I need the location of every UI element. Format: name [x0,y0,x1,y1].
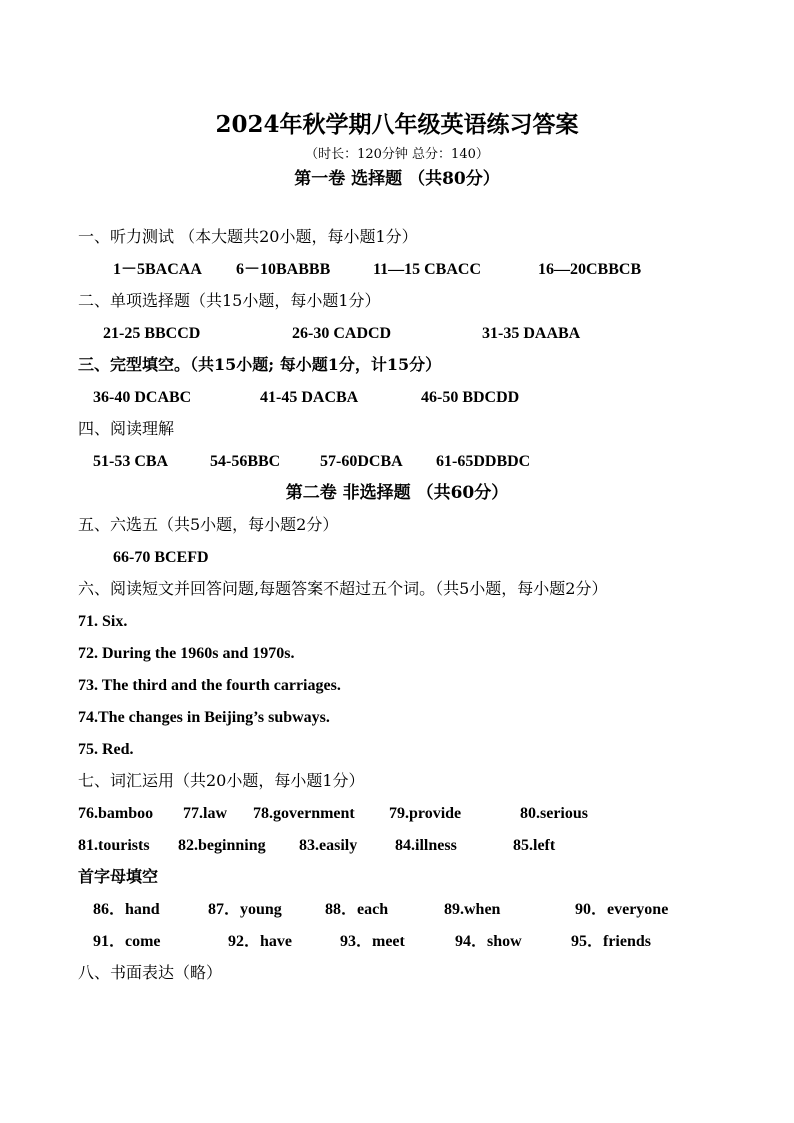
answer-90: 90．everyone [575,901,669,918]
answer-83: 83.easily [299,837,358,854]
answer-46-50: 46-50 BDCDD [421,389,520,406]
answer-95: 95．friends [571,933,652,950]
answer-77: 77.law [183,805,227,822]
answer-94: 94．show [455,933,522,950]
answer-31-35: 31-35 DAABA [482,325,581,342]
answer-75: 75. Red. [78,741,134,758]
answer-92: 92．have [228,933,293,950]
answer-76: 76.bamboo [78,805,154,822]
answer-71: 71. Six. [78,613,128,630]
section-2-heading: 二、单项选择题（共15小题，每小题1分） [78,291,381,310]
document-subtitle: （时长：120分钟 总分：140） [305,147,489,162]
answer-16-20: 16—20CBBCB [538,261,642,278]
section-5-heading: 五、六选五（共5小题，每小题2分） [78,515,339,534]
answer-61-65: 61-65DDBDC [436,453,531,470]
answer-26-30: 26-30 CADCD [292,325,392,342]
answer-85: 85.left [513,837,556,854]
section-8-heading: 八、书面表达（略） [78,963,223,982]
answer-51-53: 51-53 CBA [93,453,169,470]
answer-57-60: 57-60DCBA [320,453,403,470]
answer-11-15: 11—15 CBACC [373,261,482,278]
answer-66-70: 66-70 BCEFD [113,549,209,566]
section-4-heading: 四、阅读理解 [78,419,175,438]
answer-78: 78.government [253,805,355,822]
answer-72: 72. During the 1960s and 1970s. [78,645,295,662]
section-3-heading: 三、完型填空。（共15小题; 每小题1分，计15分） [78,355,442,374]
answer-6-10: 6－10BABBB [236,261,331,278]
answer-1-5: 1－5BACAA [113,261,202,278]
answer-41-45: 41-45 DACBA [260,389,359,406]
answer-74: 74.The changes in Beijing’s subways. [78,709,330,726]
answer-82: 82.beginning [178,837,266,854]
answer-80: 80.serious [520,805,588,822]
section-6-heading: 六、阅读短文并回答问题,每题答案不超过五个词。（共5小题，每小题2分） [78,579,608,598]
answer-93: 93．meet [340,933,405,950]
part-one-heading: 第一卷 选择题 （共80分） [294,169,500,189]
answer-21-25: 21-25 BBCCD [103,325,201,342]
answer-81: 81.tourists [78,837,150,854]
section-7-heading: 七、词汇运用（共20小题，每小题1分） [78,771,365,790]
answer-73: 73. The third and the fourth carriages. [78,677,341,694]
document-title: 2024年秋学期八年级英语练习答案 [215,111,579,138]
answer-84: 84.illness [395,837,457,854]
section-1-heading: 一、听力测试 （本大题共20小题，每小题1分） [78,227,418,246]
answer-86: 86．hand [93,901,160,918]
initial-letter-subheading: 首字母填空 [78,867,159,886]
part-two-heading: 第二卷 非选择题 （共60分） [285,483,509,503]
answer-36-40: 36-40 DCABC [93,389,192,406]
answer-54-56: 54-56BBC [210,453,281,470]
answer-91: 91．come [93,933,161,950]
answer-89: 89.when [444,901,501,918]
answer-88: 88．each [325,901,389,918]
answer-79: 79.provide [389,805,462,822]
answer-87: 87．young [208,901,282,918]
